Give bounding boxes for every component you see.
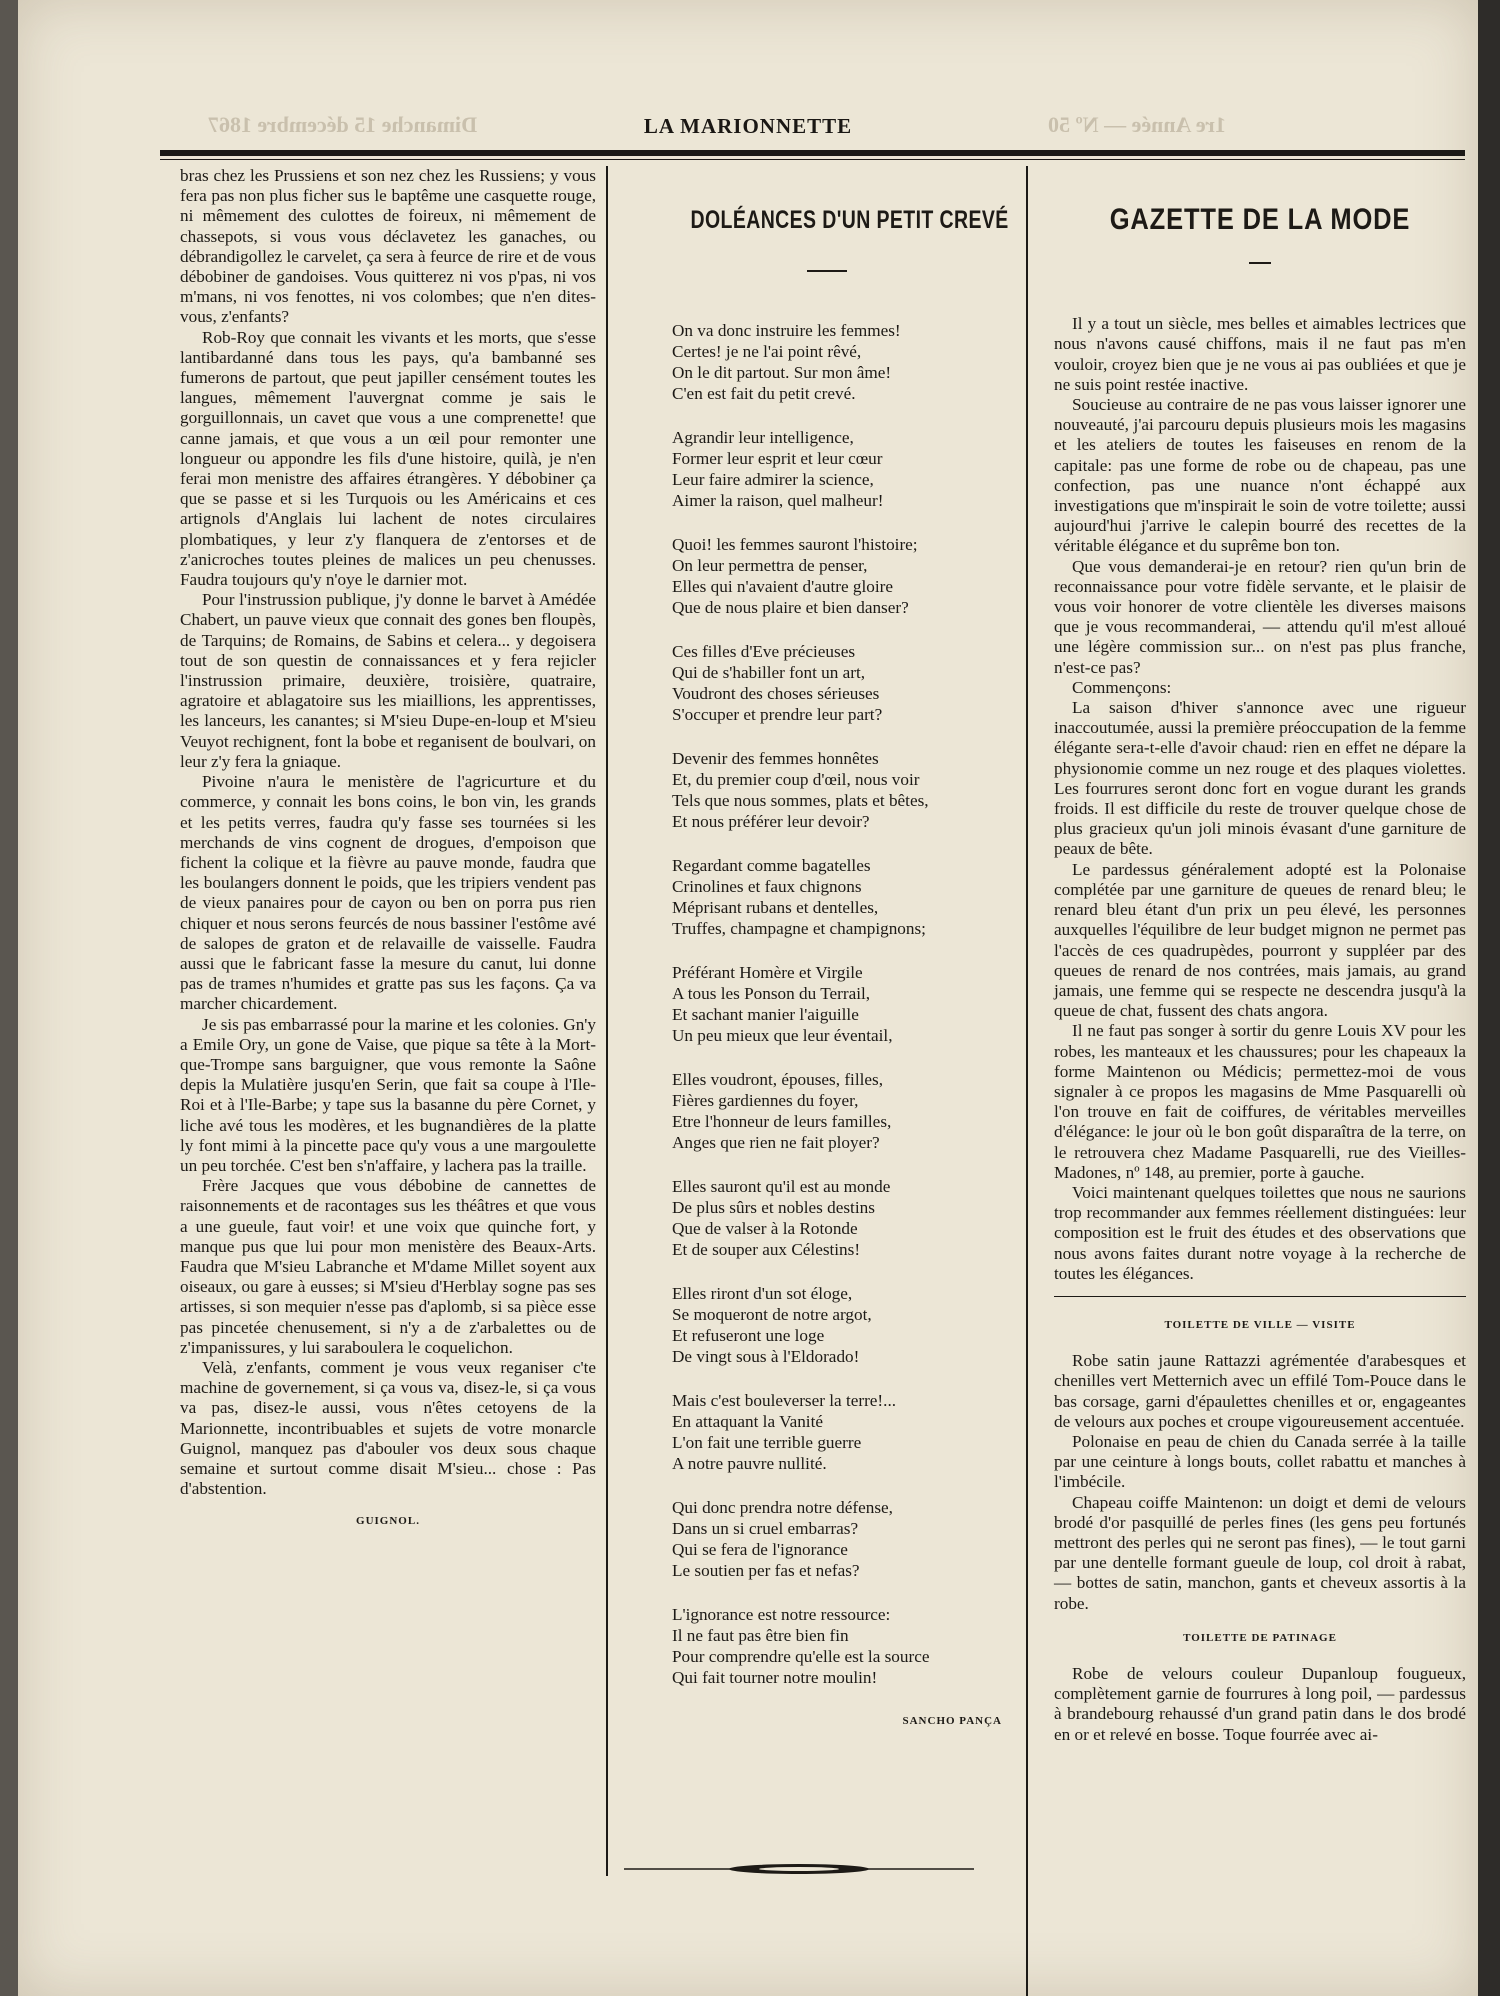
stanza (672, 748, 1002, 832)
verse-line: Fières gardiennes du foyer, (672, 1091, 859, 1111)
bleed-through-text: Dimanche 15 décembre 1867 (208, 112, 478, 137)
verse-line: De plus sûrs et nobles destins (672, 1198, 875, 1218)
verse-line: Certes! je ne l'ai point rêvé, (672, 342, 862, 362)
stanza (672, 855, 1002, 939)
section-heading: TOILETTE DE VILLE — VISITE (1164, 1318, 1356, 1331)
verse-line: Elles sauront qu'il est au monde (672, 1177, 891, 1197)
stanza (672, 427, 1002, 511)
verse-line: A notre pauvre nullité. (672, 1454, 827, 1474)
paragraph: Il y a tout un siècle, mes belles et aimables lectrices que nous n'avons causé chiffons, mais il ne faut pas m'en vouloir, croyez bien que je ne vous ai pas oubliées et que je ne suis point restée inactive. (1054, 314, 1466, 394)
verse-line: Elles riront d'un sot éloge, (672, 1284, 853, 1304)
verse-line: Elles qui n'avaient d'autre gloire (672, 577, 893, 597)
stanza (672, 1497, 1002, 1581)
stanza (672, 962, 1002, 1046)
verse-line: Etre l'honneur de leurs familles, (672, 1112, 892, 1132)
verse-line: Devenir des femmes honnêtes (672, 749, 879, 769)
verse-line: Tels que nous sommes, plats et bêtes, (672, 791, 929, 811)
column-divider (1026, 166, 1028, 1996)
poem-title: DOLÉANCES D'UN PETIT CREVÉ (690, 206, 1009, 234)
paragraph: Je sis pas embarrassé pour la marine et les colonies. Gn'y a Emile Ory, un gone de Vaise, que pique sa tête à la Mort-que-Trompe sans barguigner, que vous remonte la Saône depis la Mulatière jusqu'en Serin, que fait sa coupe à l'Ile-Roi et à l'Ile-Barbe; y tape sus la basanne du père Cornet, y liche avé tous les modères, et les bugnandières de la platte ly font mimi à la pincette pace qu'y vous a une margoulette un peu torchée. C'est ben s'n'affaire, y lachera pas la traille. (180, 1014, 596, 1175)
column-guignol (180, 166, 596, 1532)
verse-line: Dans un si cruel embarras? (672, 1519, 859, 1539)
header-rule-thin (160, 159, 1465, 160)
paragraph: Voici maintenant quelques toilettes que nous ne saurions trop recommander aux femmes réellement distinguées: leur composition est le fruit des études et des observations que nous avons faites durant notre voyage à la recherche de toutes les élégances. (1054, 1182, 1466, 1283)
paragraph: Commençons: (1072, 677, 1172, 697)
end-ornament (624, 1862, 974, 1876)
stanza (672, 1069, 1002, 1153)
verse-line: S'occuper et prendre leur part? (672, 705, 883, 725)
verse-line: Se moqueront de notre argot, (672, 1305, 872, 1325)
verse-line: Qui donc prendra notre défense, (672, 1498, 893, 1518)
verse-line: Qui fait tourner notre moulin! (672, 1668, 878, 1688)
paragraph: Robe de velours couleur Dupanloup fougueux, complètement garnie de fourrures à long poil, — pardessus à brandebourg rehaussé d'un grand patin dans le dos brodé en or et relevé en bosse. Toque fourrée avec ai- (1054, 1664, 1466, 1744)
verse-line: Préférant Homère et Virgile (672, 963, 863, 983)
paragraph: Le pardessus généralement adopté est la Polonaise complétée par une garniture de queues de renard bleu; le renard bleu étant d'un prix un peu élevé, les personnes auxquelles l'équilibre de leur budget mignon ne permet pas l'accès de ces quadrupèdes, pourront y suppléer par des queues de renard de nos contrées, mais jamais, au grand jamais, une femme qui se respecte ne descendra jusqu'à la queue de chat, fussent des chats angora. (1054, 859, 1466, 1021)
paragraph: Que vous demanderai-je en retour? rien qu'un brin de reconnaissance pour votre fidèle servante, et le plaisir de vous voir honorer de votre clientèle les diverses maisons que je vous recommanderai, — attendu qu'il m'est alloué une légère commission sur... on n'est pas plus franche, n'est-ce pas? (1054, 556, 1466, 677)
verse-line: Ces filles d'Eve précieuses (672, 642, 856, 662)
paragraph: Robe satin jaune Rattazzi agrémentée d'arabesques et chenilles vert Metternich avec un effilé Tom-Pouce dans le bas corsage, garni d'épaulettes chenilles et or, engageantes de velours aux poches et croupe vigoureusement accentuée. (1054, 1351, 1466, 1431)
verse-line: Pour comprendre qu'elle est la source (672, 1647, 930, 1667)
title-rule (1249, 262, 1271, 264)
verse-line: Agrandir leur intelligence, (672, 428, 854, 448)
verse-line: Voudront des choses sérieuses (672, 684, 880, 704)
verse-line: Et sachant manier l'aiguille (672, 1005, 859, 1025)
paragraph: Pour l'instrussion publique, j'y donne le barvet à Amédée Chabert, un pauve vieux que connait des gones ben floupès, de Tarquins; de Romains, de Sabins et celera... y degoisera tout de son questin de connaissances et y fera rejicler l'instrussion primaire, deuxière, troisière, quatraire, agratoire et ablagatoire sus les miaillions, les apprentisses, les lanceurs, les canantes; si M'sieu Dupe-en-loup et M'sieu Veuyot rechignent, font la bobe et reganisent de boulvari, on leur z'y fera la gniaque. (180, 590, 596, 771)
paragraph: Polonaise en peau de chien du Canada serrée à la taille par une ceinture à longs bouts, collet rabattu et manches à l'imbécile. (1054, 1431, 1466, 1492)
verse-line: Quoi! les femmes sauront l'histoire; (672, 535, 918, 555)
verse-line: Et de souper aux Célestins! (672, 1240, 861, 1260)
verse-line: Que de nous plaire et bien danser? (672, 598, 909, 618)
gazette-title: GAZETTE DE LA MODE (1109, 203, 1411, 236)
section-rule (1054, 1296, 1466, 1297)
newspaper-title: LA MARIONNETTE (643, 114, 853, 138)
verse-line: Qui de s'habiller font un art, (672, 663, 866, 683)
stanza (672, 1604, 1002, 1688)
paragraph: Soucieuse au contraire de ne pas vous laisser ignorer une nouveauté, j'ai parcouru depuis plusieurs mois les magasins et les ateliers de toutes les faiseuses en renom de la capitale: pas une forme de robe ou de chapeau, pas une confection, pas une nuance n'ont échappé aux investigations que m'inspirait le soin de votre toilette; aussi aujourd'hui j'arrive le calepin bourré des recettes de la véritable élégance et du suprême bon ton. (1054, 395, 1466, 556)
verse-line: Il ne faut pas être bien fin (672, 1626, 849, 1646)
verse-line: On le dit partout. Sur mon âme! (672, 363, 892, 383)
stanza (672, 1283, 1002, 1367)
column-gazette (1054, 203, 1466, 1745)
column-divider (606, 166, 608, 1876)
verse-line: C'en est fait du petit crevé. (672, 384, 856, 404)
verse-line: Elles voudront, épouses, filles, (672, 1070, 883, 1090)
verse-line: L'on fait une terrible guerre (672, 1433, 862, 1453)
book-spine (1478, 0, 1500, 1996)
paragraph: La saison d'hiver s'annonce avec une rigueur inaccoutumée, aussi la première préoccupation de la femme élégante sera-t-elle d'avoir chaud: rien en effet ne dépare la physionomie comme un nez rouge et des plaques violettes. Les fourrures seront donc fort en vogue durant les grands froids. Il est difficile du reste de trouver quelque chose de plus gracieux qu'un joli minois évasant d'une garniture de peaux de bête. (1054, 698, 1466, 859)
verse-line: Un peu mieux que leur éventail, (672, 1026, 893, 1046)
verse-line: Méprisant rubans et dentelles, (672, 898, 879, 918)
paragraph: Velà, z'enfants, comment je vous veux reganiser c'te machine de governement, si ça vous va, disez-le, si ça vous va pas, disez-le aussi, vous n'êtes cetoyens de la Marionnette, incontribuables et sujets de votre monarcle Guignol, manquez pas d'abouler vos deux sous chaque semaine et surtout comme disait M'sieu... chose : Pas d'abstention. (180, 1357, 596, 1499)
verse-line: On leur permettra de penser, (672, 556, 868, 576)
verse-line: Truffes, champagne et champignons; (672, 919, 926, 939)
bleed-through-text: 1re Année — Nº 50 (1048, 112, 1226, 137)
title-rule (807, 270, 847, 272)
paragraph: Rob-Roy que connait les vivants et les morts, que s'esse lantibardanné dans tous les pays, qu'a bambanné ses fumerons de partout, que peut japiller censément toutes les langues, mêmement l'auvergnat comme je sais le gorguillonnais, un cavet que vous a une comprenette! que canne jamais, et que vous a un œil pour remonter une longueur ou appondre les fils d'une histoire, quilà, je n'en ferai mon menistre des affaires étrangères. Y débobiner ça que se passe et si les Turquois ou les Américains et ces artignols d'Anglais lui lachent de notes circulaires plombatiques, y leur z'y flanquera de z'entorses et de z'anicroches toutes pleines de malices un peu chenusses. Faudra toujours qu'y n'oye le darnier mot. (180, 327, 596, 590)
verse-line: Leur faire admirer la science, (672, 470, 874, 490)
verse-line: Aimer la raison, quel malheur! (672, 491, 884, 511)
stanza (672, 1390, 1002, 1474)
verse-line: Qui se fera de l'ignorance (672, 1540, 848, 1560)
header-rule (160, 150, 1465, 156)
verse-line: On va donc instruire les femmes! (672, 321, 901, 341)
verse-line: L'ignorance est notre ressource: (672, 1605, 891, 1625)
stanza (672, 1176, 1002, 1260)
newspaper-page (18, 0, 1478, 1996)
paragraph: Il ne faut pas songer à sortir du genre Louis XV pour les robes, les manteaux et les chaussures; pour les chapeaux la forme Maintenon ou Médicis; permettez-moi de vous signaler à ce propos les magasins de Mme Pasquarelli où l'on trouve en fait de coiffures, de véritables merveilles d'élégance: le jour où le bon goût disparaîtra de la terre, on le retrouvera chez Madame Pasquarelli, rue des Vieilles-Madones, nº 148, au premier, porte à gauche. (1054, 1021, 1466, 1182)
verse-line: Anges que rien ne fait ployer? (672, 1133, 880, 1153)
section-heading: TOILETTE DE PATINAGE (1183, 1631, 1337, 1644)
poem-stanzas (652, 320, 1002, 1688)
paragraph: Pivoine n'aura le menistère de l'agricurture et du commerce, y connait les bons coins, le bon vin, les grands et les petits verres, faudra qu'y fasse ses tournées si les merchands de vins cognent de drogues, d'empoison que fichent la colique et la fièvre au pauve monde, faudra que les boulangers donnent le poids, que les tripiers vendent pas de vieux panaires pour de cayon ou ben on porra pus rien chiquer et nous serons feurcés de nous bassiner l'estôme avé de salopes de graton et de relavaille de vaisselle. Faudra aussi que le fabricant fasse la mesure du canut, lui donne pas de trames n'humides et gratte pas sus les façons. Ça va marcher chicardement. (180, 772, 596, 1014)
verse-line: Et refuseront une loge (672, 1326, 825, 1346)
stanza (672, 641, 1002, 725)
column-poem (652, 206, 1009, 1731)
signature: GUIGNOL. (356, 1515, 420, 1528)
verse-line: Que de valser à la Rotonde (672, 1219, 858, 1239)
paragraph: Frère Jacques que vous débobine de cannettes de raisonnements et de racontages sus les théâtres et que vous a une gueule, faut voir! et une voix que quinche fort, y manque pus que lui pour mon menistère des Beaux-Arts. Faudra que M'sieu Labranche et M'dame Millet soyent aux oiseaux, ou gare à eusses; si M'sieu d'Herblay sogne pas ses artisses, si son mequier n'esse pas d'aplomb, si sa pièce esse pas pincetée chenusement, si n'y a de z'arbalettes ou de z'impanissures, y lui saraboulera le coquelichon. (180, 1176, 596, 1357)
verse-line: En attaquant la Vanité (672, 1412, 823, 1432)
stanza (672, 320, 1002, 404)
verse-line: Former leur esprit et leur cœur (672, 449, 883, 469)
verse-line: Et, du premier coup d'œil, nous voir (672, 770, 920, 790)
page-header (18, 108, 1478, 144)
paragraph: Chapeau coiffe Maintenon: un doigt et demi de velours brodé d'or pasquillé de perles fines (les gens peu fortunés mettront des perles qui ne seront pas fines), — le tout garni par une dentelle formant gueule de loup, col droit à rabat, — bottes de satin, manchon, gants et cheveux assortis à la robe. (1054, 1492, 1466, 1613)
verse-line: Crinolines et faux chignons (672, 877, 862, 897)
verse-line: A tous les Ponson du Terrail, (672, 984, 871, 1004)
stanza (672, 534, 1002, 618)
verse-line: Regardant comme bagatelles (672, 856, 871, 876)
paragraph: bras chez les Prussiens et son nez chez les Russiens; y vous fera pas non plus ficher sus le baptême une casquette rouge, ni mêmement des culottes de foireux, ni mêmement de chassepots, si vous vous déclavetez les ganaches, ou débrandigollez le carvelet, ça sera à feurce de rire et de vous débobiner de gandoises. Vous quitterez ni vos p'pas, ni vos m'mans, ni vos fenottes, ni vos colombes; que n'en dites-vous, z'enfants? (180, 166, 596, 327)
verse-line: De vingt sous à l'Eldorado! (672, 1347, 860, 1367)
verse-line: Et nous préférer leur devoir? (672, 812, 870, 832)
verse-line: Mais c'est bouleverser la terre!... (672, 1391, 897, 1411)
verse-line: Le soutien per fas et nefas? (672, 1561, 860, 1581)
signature: SANCHO PANÇA (902, 1715, 1002, 1728)
